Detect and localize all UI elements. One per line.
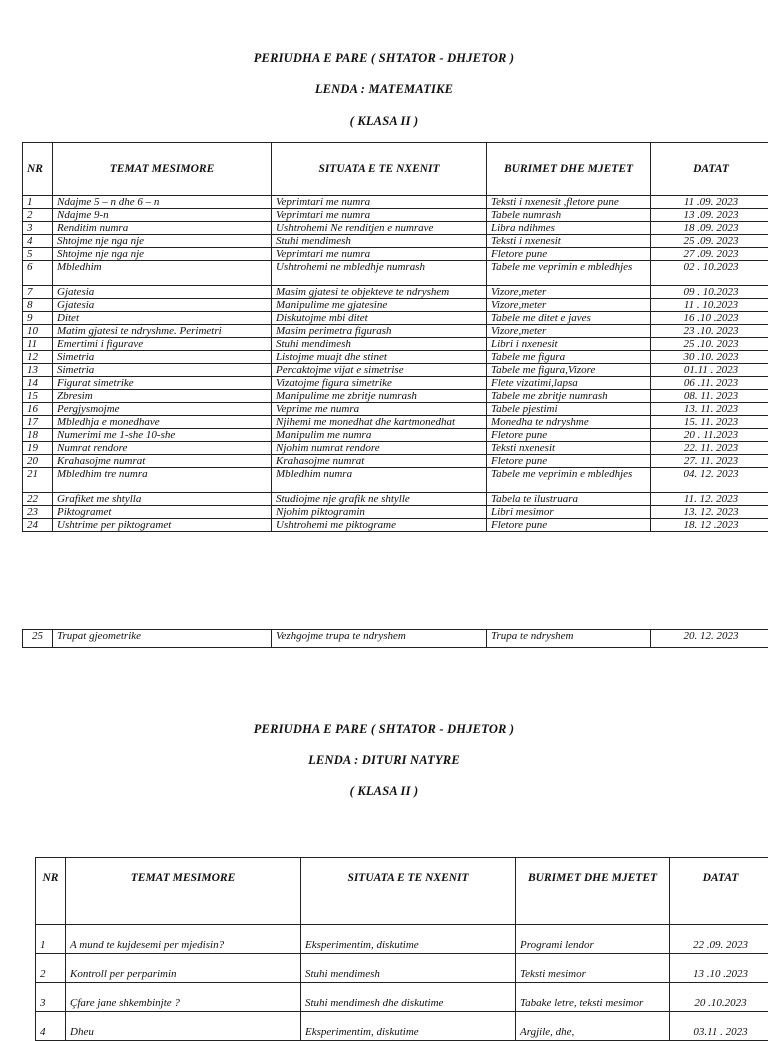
cell-nr: 5 (23, 248, 53, 261)
cell-situation: Vezhgojme trupa te ndryshem (272, 630, 487, 648)
period-heading-science: PERIUDHA E PARE ( SHTATOR - DHJETOR ) (0, 722, 768, 737)
cell-nr: 2 (36, 954, 66, 983)
cell-resource: Tabela te ilustruara (487, 493, 651, 506)
cell-situation: Percaktojme vijat e simetrise (272, 364, 487, 377)
cell-topic: Mbledhim (53, 261, 272, 286)
cell-nr: 22 (23, 493, 53, 506)
cell-date: 13. 11. 2023 (651, 403, 768, 416)
cell-date: 20 .10.2023 (670, 983, 768, 1012)
cell-date: 01.11 . 2023 (651, 364, 768, 377)
cell-date: 02 . 10.2023 (651, 261, 768, 286)
cell-situation: Eksperimentim, diskutime (301, 925, 516, 954)
cell-resource: Vizore,meter (487, 299, 651, 312)
cell-nr: 4 (23, 235, 53, 248)
math-plan-table (22, 142, 768, 532)
cell-nr: 12 (23, 351, 53, 364)
cell-resource: Fletore pune (487, 455, 651, 468)
cell-nr: 9 (23, 312, 53, 325)
table-row (23, 390, 768, 403)
header-situation: SITUATA E TE NXENIT (301, 858, 516, 925)
cell-resource: Teksti i nxenesit (487, 235, 651, 248)
cell-situation: Ushtrohemi Ne renditjen e numrave (272, 222, 487, 235)
cell-date: 11 . 10.2023 (651, 299, 768, 312)
cell-topic: Matim gjatesi te ndryshme. Perimetri (53, 325, 272, 338)
cell-resource: Tabele numrash (487, 209, 651, 222)
cell-topic: Ndajme 5 – n dhe 6 – n (53, 196, 272, 209)
table-row (23, 403, 768, 416)
period-heading-math: PERIUDHA E PARE ( SHTATOR - DHJETOR ) (0, 51, 768, 66)
cell-situation: Stuhi mendimesh dhe diskutime (301, 983, 516, 1012)
cell-date: 20. 12. 2023 (651, 630, 768, 648)
cell-resource: Tabele me veprimin e mbledhjes (487, 468, 651, 493)
table-row (23, 630, 768, 648)
cell-nr: 3 (36, 983, 66, 1012)
cell-topic: Gjatesia (53, 286, 272, 299)
cell-topic: Ushtrime per piktogramet (53, 519, 272, 532)
cell-topic: Ndajme 9-n (53, 209, 272, 222)
cell-topic: Gjatesia (53, 299, 272, 312)
table-row (23, 286, 768, 299)
cell-resource: Tabake letre, teksti mesimor (516, 983, 670, 1012)
table-row (23, 338, 768, 351)
cell-date: 20 . 11.2023 (651, 429, 768, 442)
cell-date: 13. 12. 2023 (651, 506, 768, 519)
cell-nr: 1 (23, 196, 53, 209)
cell-situation: Manipulime me zbritje numrash (272, 390, 487, 403)
cell-resource: Teksti mesimor (516, 954, 670, 983)
cell-nr: 23 (23, 506, 53, 519)
cell-date: 13 .10 .2023 (670, 954, 768, 983)
cell-date: 03.11 . 2023 (670, 1012, 768, 1041)
cell-situation: Njohim piktogramin (272, 506, 487, 519)
header-dates: DATAT (651, 143, 768, 196)
cell-resource: Fletore pune (487, 248, 651, 261)
cell-topic: Grafiket me shtylla (53, 493, 272, 506)
header-situation: SITUATA E TE NXENIT (272, 143, 487, 196)
header-resources: BURIMET DHE MJETET (487, 143, 651, 196)
cell-topic: Pergjysmojme (53, 403, 272, 416)
table-row (23, 493, 768, 506)
cell-situation: Njihemi me monedhat dhe kartmonedhat (272, 416, 487, 429)
science-plan-table (35, 857, 768, 1041)
table-row (23, 222, 768, 235)
cell-situation: Veprimtari me numra (272, 196, 487, 209)
table-row (23, 351, 768, 364)
cell-topic: Ditet (53, 312, 272, 325)
cell-date: 25 .10. 2023 (651, 338, 768, 351)
cell-date: 04. 12. 2023 (651, 468, 768, 493)
cell-resource: Trupa te ndryshem (487, 630, 651, 648)
cell-topic: Dheu (66, 1012, 301, 1041)
cell-date: 22. 11. 2023 (651, 442, 768, 455)
cell-situation: Manipulime me gjatesine (272, 299, 487, 312)
cell-nr: 14 (23, 377, 53, 390)
header-topics: TEMAT MESIMORE (53, 143, 272, 196)
table-row (36, 954, 768, 983)
cell-nr: 17 (23, 416, 53, 429)
table-row (23, 455, 768, 468)
cell-situation: Ushtrohemi ne mbledhje numrash (272, 261, 487, 286)
cell-date: 22 .09. 2023 (670, 925, 768, 954)
cell-situation: Njohim numrat rendore (272, 442, 487, 455)
table-row (23, 506, 768, 519)
table-row (23, 429, 768, 442)
cell-resource: Tabele me figura (487, 351, 651, 364)
cell-situation: Masim perimetra figurash (272, 325, 487, 338)
cell-nr: 18 (23, 429, 53, 442)
cell-situation: Listojme muajt dhe stinet (272, 351, 487, 364)
cell-nr: 16 (23, 403, 53, 416)
cell-topic: Numerimi me 1-she 10-she (53, 429, 272, 442)
table-row (23, 468, 768, 493)
cell-resource: Tabele me zbritje numrash (487, 390, 651, 403)
cell-situation: Krahasojme numrat (272, 455, 487, 468)
cell-situation: Veprime me numra (272, 403, 487, 416)
cell-resource: Monedha te ndryshme (487, 416, 651, 429)
table-row (36, 983, 768, 1012)
cell-nr: 24 (23, 519, 53, 532)
cell-topic: Trupat gjeometrike (53, 630, 272, 648)
cell-topic: Krahasojme numrat (53, 455, 272, 468)
cell-topic: Piktogramet (53, 506, 272, 519)
cell-situation: Vizatojme figura simetrike (272, 377, 487, 390)
cell-date: 27 .09. 2023 (651, 248, 768, 261)
subject-heading-science: LENDA : DITURI NATYRE (0, 753, 768, 768)
cell-nr: 7 (23, 286, 53, 299)
cell-situation: Diskutojme mbi ditet (272, 312, 487, 325)
cell-date: 08. 11. 2023 (651, 390, 768, 403)
cell-situation: Stuhi mendimesh (301, 954, 516, 983)
cell-topic: Simetria (53, 364, 272, 377)
table-row (23, 364, 768, 377)
cell-resource: Fletore pune (487, 519, 651, 532)
cell-situation: Masim gjatesi te objekteve te ndryshem (272, 286, 487, 299)
cell-nr: 3 (23, 222, 53, 235)
cell-situation: Veprimtari me numra (272, 209, 487, 222)
cell-nr: 1 (36, 925, 66, 954)
cell-date: 27. 11. 2023 (651, 455, 768, 468)
table-row (23, 235, 768, 248)
cell-date: 16 .10 .2023 (651, 312, 768, 325)
cell-topic: Shtojme nje nga nje (53, 235, 272, 248)
table-row (23, 209, 768, 222)
cell-nr: 11 (23, 338, 53, 351)
cell-nr: 25 (23, 630, 53, 648)
math-plan-table-continued (22, 629, 768, 648)
cell-date: 25 .09. 2023 (651, 235, 768, 248)
cell-resource: Vizore,meter (487, 325, 651, 338)
cell-resource: Libri i nxenesit (487, 338, 651, 351)
cell-nr: 8 (23, 299, 53, 312)
class-heading-science: ( KLASA II ) (0, 784, 768, 799)
cell-situation: Ushtrohemi me piktograme (272, 519, 487, 532)
table-row (36, 1012, 768, 1041)
cell-situation: Studiojme nje grafik ne shtylle (272, 493, 487, 506)
cell-resource: Fletore pune (487, 429, 651, 442)
table-row (23, 519, 768, 532)
cell-resource: Libri mesimor (487, 506, 651, 519)
cell-situation: Veprimtari me numra (272, 248, 487, 261)
cell-topic: Mbledhim tre numra (53, 468, 272, 493)
cell-nr: 2 (23, 209, 53, 222)
cell-nr: 20 (23, 455, 53, 468)
table-row (36, 925, 768, 954)
cell-date: 18 .09. 2023 (651, 222, 768, 235)
cell-topic: Renditim numra (53, 222, 272, 235)
cell-topic: Çfare jane shkembinjte ? (66, 983, 301, 1012)
cell-nr: 15 (23, 390, 53, 403)
cell-resource: Teksti i nxenesit ,fletore pune (487, 196, 651, 209)
cell-situation: Stuhi mendimesh (272, 235, 487, 248)
cell-resource: Tabele pjestimi (487, 403, 651, 416)
cell-nr: 19 (23, 442, 53, 455)
cell-nr: 13 (23, 364, 53, 377)
header-topics: TEMAT MESIMORE (66, 858, 301, 925)
header-nr: NR (23, 143, 53, 196)
cell-date: 18. 12 .2023 (651, 519, 768, 532)
cell-situation: Mbledhim numra (272, 468, 487, 493)
cell-topic: Figurat simetrike (53, 377, 272, 390)
header-dates: DATAT (670, 858, 768, 925)
cell-nr: 10 (23, 325, 53, 338)
cell-situation: Stuhi mendimesh (272, 338, 487, 351)
cell-date: 13 .09. 2023 (651, 209, 768, 222)
subject-heading-math: LENDA : MATEMATIKE (0, 82, 768, 97)
table-header-row (36, 858, 768, 925)
cell-topic: Numrat rendore (53, 442, 272, 455)
cell-resource: Tabele me figura,Vizore (487, 364, 651, 377)
table-row (23, 377, 768, 390)
cell-date: 06 .11. 2023 (651, 377, 768, 390)
cell-resource: Libra ndihmes (487, 222, 651, 235)
cell-date: 11 .09. 2023 (651, 196, 768, 209)
cell-nr: 21 (23, 468, 53, 493)
table-row (23, 416, 768, 429)
table-row (23, 299, 768, 312)
cell-situation: Eksperimentim, diskutime (301, 1012, 516, 1041)
cell-resource: Tabele me veprimin e mbledhjes (487, 261, 651, 286)
cell-date: 11. 12. 2023 (651, 493, 768, 506)
class-heading-math: ( KLASA II ) (0, 114, 768, 129)
cell-date: 15. 11. 2023 (651, 416, 768, 429)
cell-topic: Kontroll per perparimin (66, 954, 301, 983)
cell-topic: Shtojme nje nga nje (53, 248, 272, 261)
header-nr: NR (36, 858, 66, 925)
cell-situation: Manipulim me numra (272, 429, 487, 442)
table-row (23, 261, 768, 286)
cell-resource: Teksti nxenesit (487, 442, 651, 455)
cell-date: 30 .10. 2023 (651, 351, 768, 364)
cell-resource: Vizore,meter (487, 286, 651, 299)
table-row (23, 325, 768, 338)
table-header-row (23, 143, 768, 196)
cell-resource: Flete vizatimi,lapsa (487, 377, 651, 390)
cell-nr: 6 (23, 261, 53, 286)
cell-date: 23 .10. 2023 (651, 325, 768, 338)
cell-topic: Zbresim (53, 390, 272, 403)
cell-topic: Mbledhja e monedhave (53, 416, 272, 429)
cell-resource: Programi lendor (516, 925, 670, 954)
cell-date: 09 . 10.2023 (651, 286, 768, 299)
table-row (23, 248, 768, 261)
cell-resource: Argjile, dhe, (516, 1012, 670, 1041)
header-resources: BURIMET DHE MJETET (516, 858, 670, 925)
table-row (23, 442, 768, 455)
cell-topic: Simetria (53, 351, 272, 364)
cell-nr: 4 (36, 1012, 66, 1041)
cell-topic: Emertimi i figurave (53, 338, 272, 351)
cell-topic: A mund te kujdesemi per mjedisin? (66, 925, 301, 954)
table-row (23, 196, 768, 209)
cell-resource: Tabele me ditet e javes (487, 312, 651, 325)
table-row (23, 312, 768, 325)
